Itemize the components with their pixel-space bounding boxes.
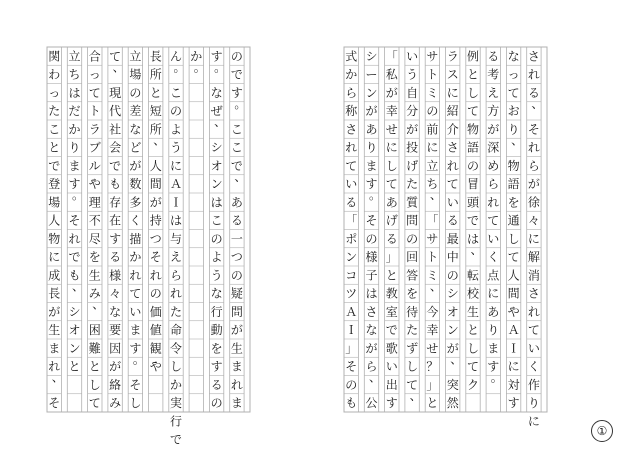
manuscript-column-10: 式から称されている「ポンコツＡＩ」そのも: [345, 49, 358, 411]
manuscript-column-9: シーンがあります。その様子はさながら、公: [365, 49, 382, 411]
manuscript-column-13: か。: [190, 49, 206, 75]
manuscript-column-18: 合ってトラブルや理不尽を生み、困難として: [88, 49, 105, 411]
manuscript-column-8: 「私が幸せにしてあげる」と教室で歌い出す: [385, 49, 398, 411]
manuscript-column-20: 関わったことで登場人物に成長が生まれ、そ: [48, 49, 64, 411]
manuscript-column-5: ラスに紹介されている最中のシオンが、突然: [446, 49, 463, 411]
manuscript-column-6: サトミの前に立ち、「サトミ、今幸せ？」と: [426, 49, 442, 411]
manuscript-column-2: なっており、物語を通して人間やＡＩに対す: [507, 49, 524, 411]
manuscript-column-1: される、それらが徐々に解消されていく作りに: [527, 49, 544, 429]
page-number: ①: [591, 420, 613, 442]
manuscript-column-19: 立ちはだかります。それでも、シオンと: [68, 49, 85, 374]
manuscript-column-4: 例として物語の冒頭では、転校生としてク: [466, 49, 483, 392]
grid-block-left: [47, 47, 250, 412]
manuscript-column-3: る考え方が深められていく点にあります。: [487, 49, 503, 385]
manuscript-column-7: いう自分が投げた質問の回答を待たずして、: [406, 49, 422, 403]
manuscript-column-16: 立場の差などが数多く描かれています。そし: [129, 49, 145, 411]
manuscript-column-12: す。なぜ、シオンはこのような行動をするの: [210, 49, 227, 411]
manuscript-column-14: ん。このようにＡＩは与えられた命令しか実行で: [169, 49, 186, 447]
manuscript-column-15: 長所と短所、人間が持つそれの価値観や: [149, 49, 166, 374]
manuscript-column-17: て、現代社会でも存在する様々な要因が絡み: [109, 49, 125, 411]
manuscript-column-11: のです。ここで、ある一つの疑問が生まれま: [230, 49, 247, 411]
grid-block-right: [344, 47, 547, 412]
